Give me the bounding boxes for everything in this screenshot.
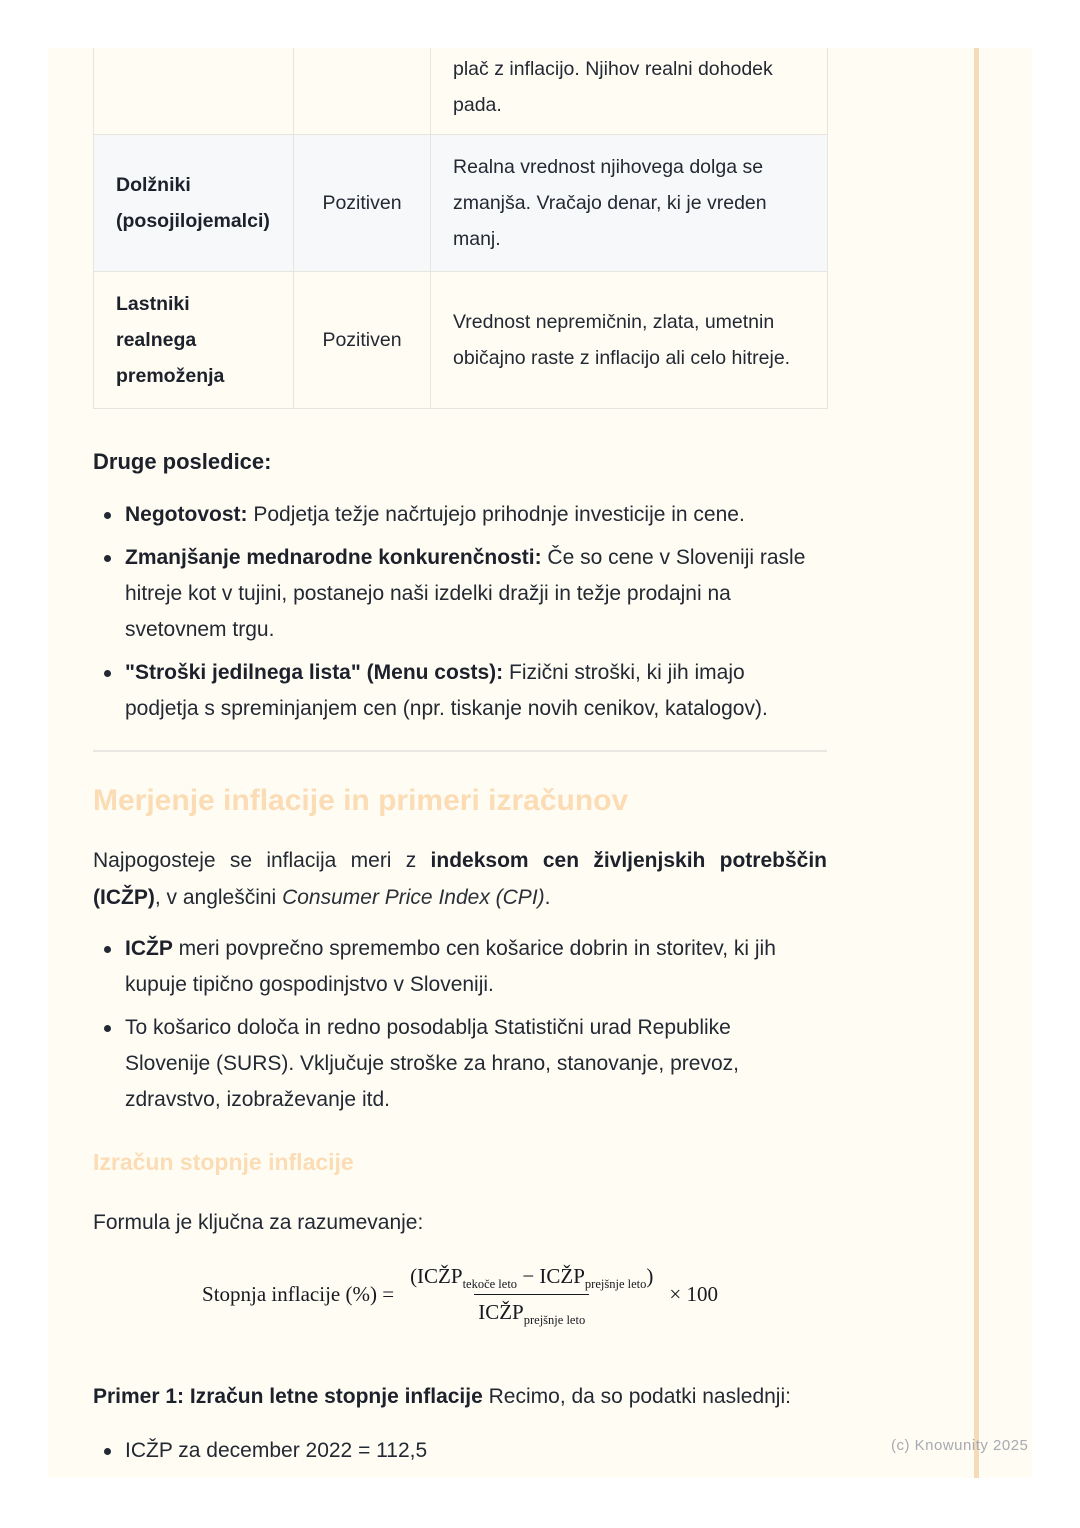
list-item bbox=[93, 931, 827, 1003]
intro-segment-italic: Consumer Price Index (CPI) bbox=[282, 886, 545, 909]
list-item bbox=[93, 497, 827, 533]
bullet-icon bbox=[104, 1448, 111, 1455]
table-cell-owner bbox=[94, 48, 294, 134]
formula-numerator bbox=[406, 1264, 657, 1294]
formula-subscript: prejšnje leto bbox=[584, 1277, 647, 1292]
table-row bbox=[94, 271, 828, 408]
list-item-text: ICŽP za december 2022 = 112,5 bbox=[125, 1439, 428, 1462]
table-cell-effect: Pozitiven bbox=[294, 271, 431, 408]
consequences-list bbox=[93, 497, 827, 734]
list-item bbox=[93, 655, 827, 727]
formula-term: − ICŽP bbox=[517, 1264, 585, 1288]
bullet-icon bbox=[104, 670, 111, 677]
table-cell-owner bbox=[94, 134, 294, 271]
intro-segment: Najpogosteje se inflacija meri z bbox=[93, 849, 431, 872]
list-item-bold: ICŽP bbox=[125, 937, 173, 960]
list-item bbox=[93, 540, 827, 648]
intro-segment: . bbox=[544, 886, 551, 909]
list-item-text bbox=[125, 503, 745, 526]
bullet-icon bbox=[104, 1025, 111, 1032]
bullet-icon bbox=[104, 512, 111, 519]
list-item-rest: To košarico določa in redno posodablja Statistični urad Republike Slovenije (SURS). Vključuje stroške za hrano, stanovanje, prevoz, zdravstvo, izobraževanje itd. bbox=[125, 1016, 739, 1111]
bullet-icon bbox=[104, 946, 111, 953]
list-item-rest: meri povprečno spremembo cen košarice dobrin in storitev, ki jih kupuje tipično gospodinjstvo v Sloveniji. bbox=[125, 937, 776, 996]
formula-multiplier: × 100 bbox=[669, 1282, 718, 1306]
list-item-text bbox=[125, 1016, 739, 1111]
intro-segment: , v angleščini bbox=[154, 886, 283, 909]
formula-subscript: prejšnje leto bbox=[523, 1313, 586, 1328]
formula-term: ICŽP bbox=[478, 1300, 524, 1324]
cell-text: plač z inflacijo. Njihov realni dohodek pada. bbox=[453, 58, 773, 116]
inflation-rate-formula bbox=[93, 1264, 827, 1328]
table-row bbox=[94, 134, 828, 271]
owner-line: Lastniki bbox=[116, 292, 190, 315]
section-heading-measuring: Merjenje inflacije in primeri izračunov bbox=[93, 784, 629, 817]
formula-note: Formula je ključna za razumevanje: bbox=[93, 1211, 424, 1234]
formula-term: ) bbox=[646, 1264, 654, 1288]
list-item-bold: Negotovost: bbox=[125, 503, 248, 526]
table-cell-description bbox=[431, 134, 828, 271]
knowunity-watermark: (c) Knowunity 2025 bbox=[891, 1437, 1029, 1454]
list-item-text bbox=[125, 546, 805, 641]
list-item-rest: Podjetja težje načrtujejo prihodnje investicije in cene. bbox=[247, 503, 745, 526]
example-rest: Recimo, da so podatki naslednji: bbox=[482, 1385, 791, 1408]
example-data-list bbox=[93, 1433, 827, 1476]
list-item bbox=[93, 1010, 827, 1118]
table-row bbox=[94, 48, 828, 134]
example-paragraph bbox=[93, 1379, 827, 1415]
list-item-bold: Zmanjšanje mednarodne konkurenčnosti: bbox=[125, 546, 542, 569]
formula-lhs: Stopnja inflacije (%) = bbox=[202, 1282, 395, 1306]
formula-fraction bbox=[406, 1264, 657, 1328]
formula-term: (ICŽP bbox=[410, 1264, 463, 1288]
table-cell-effect: Pozitiven bbox=[294, 134, 431, 271]
table-cell-owner bbox=[94, 271, 294, 408]
table-cell-description bbox=[431, 271, 828, 408]
cell-text: Realna vrednost njihovega dolga se zmanjša. Vračajo denar, ki je vreden manj. bbox=[453, 155, 767, 250]
example-bold: Primer 1: Izračun letne stopnje inflacije bbox=[93, 1385, 483, 1408]
intro-segment-bold: indeksom cen življenjskih potrebščin (ICŽP) bbox=[93, 849, 827, 909]
page-margin-line bbox=[974, 48, 979, 1478]
list-item-text bbox=[125, 937, 776, 996]
inflation-effects-table bbox=[93, 48, 828, 409]
list-item-text bbox=[125, 661, 768, 720]
cell-text: Vrednost nepremičnin, zlata, umetnin običajno raste z inflacijo ali celo hitreje. bbox=[453, 310, 791, 369]
list-item-rest: Fizični stroški, ki jih imajo podjetja s spreminjanjem cen (npr. tiskanje novih cenikov, katalogov). bbox=[125, 661, 768, 720]
list-item bbox=[93, 1433, 827, 1469]
list-item-rest: Če so cene v Sloveniji rasle hitreje kot v tujini, postanejo naši izdelki dražji in težje prodajni na svetovnem trgu. bbox=[125, 546, 806, 641]
bullet-icon bbox=[104, 555, 111, 562]
list-item-bold: "Stroški jedilnega lista" (Menu costs): bbox=[125, 661, 504, 684]
section-divider bbox=[93, 750, 827, 752]
table-cell-effect bbox=[294, 48, 431, 134]
owner-line: premoženja bbox=[116, 364, 225, 387]
table-cell-description bbox=[431, 48, 828, 134]
measuring-intro-paragraph bbox=[93, 842, 827, 916]
formula-denominator bbox=[474, 1294, 589, 1328]
owner-line: realnega bbox=[116, 328, 197, 351]
owner-line: (posojilojemalci) bbox=[116, 209, 270, 232]
section-heading-consequences: Druge posledice: bbox=[93, 449, 272, 474]
subsection-heading-calculation: Izračun stopnje inflacije bbox=[93, 1149, 354, 1175]
cpi-list bbox=[93, 931, 827, 1125]
owner-line: Dolžniki bbox=[116, 173, 191, 196]
formula-subscript: tekoče leto bbox=[462, 1277, 518, 1292]
